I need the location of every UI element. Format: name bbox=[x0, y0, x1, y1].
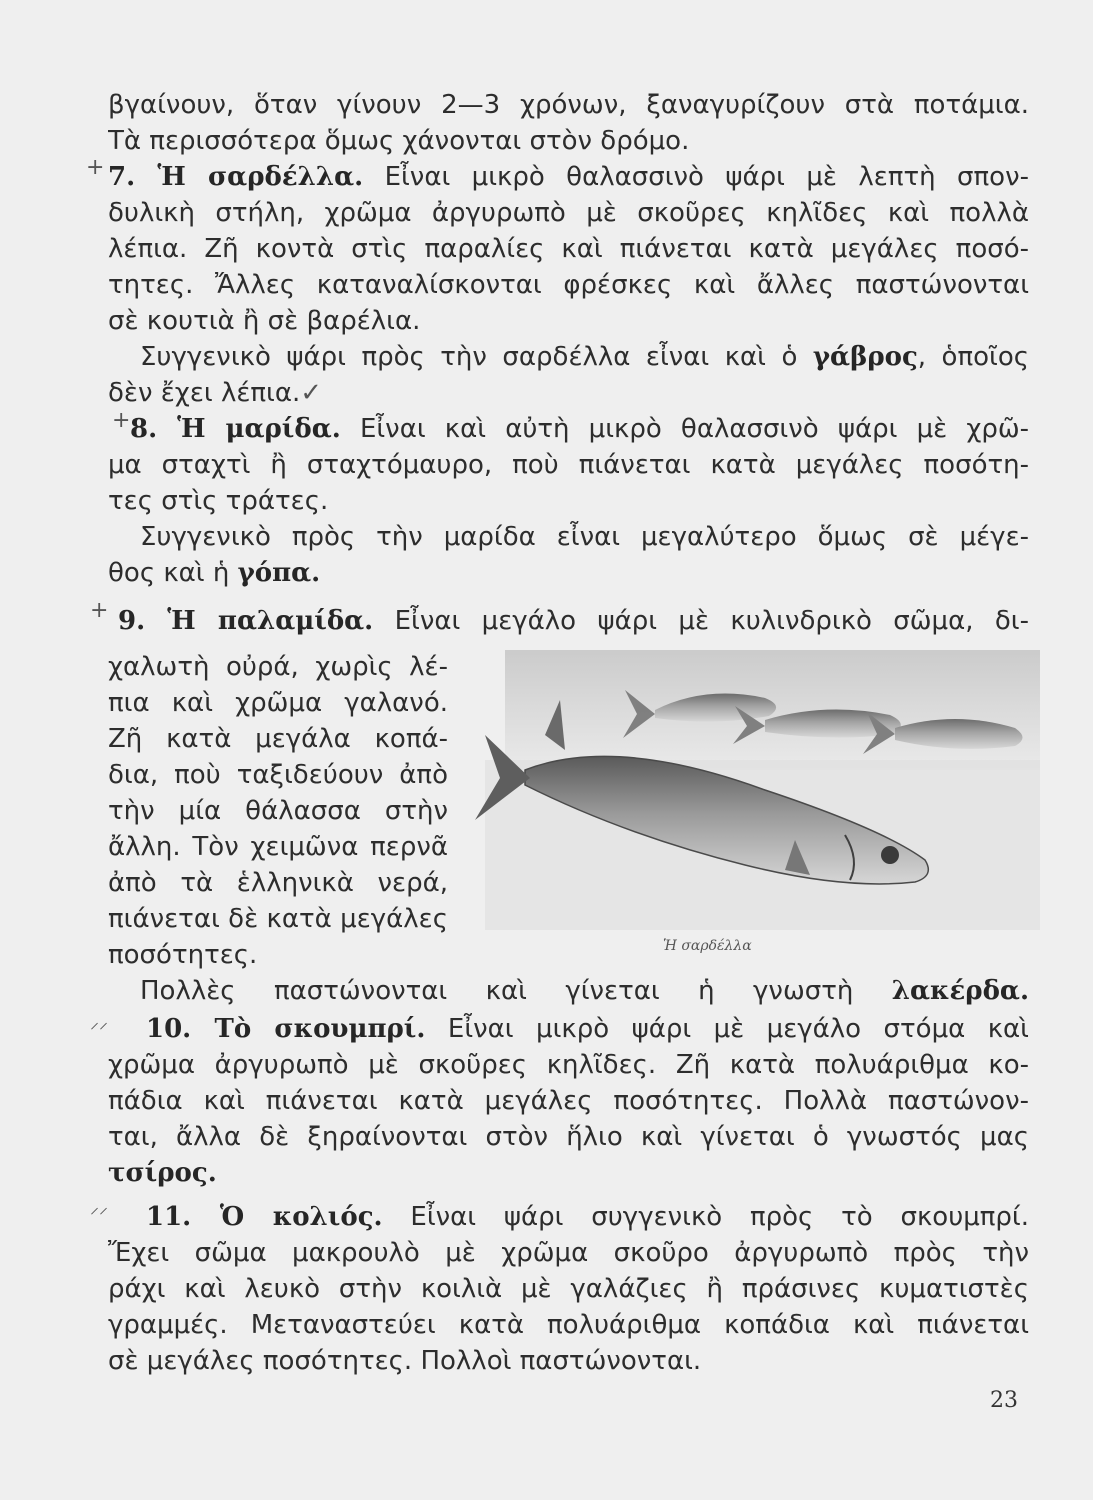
text-line: σὲ μεγάλες ποσότητες. Πολλοὶ παστώνονται. bbox=[108, 1346, 702, 1376]
text-line: Πολλὲς παστώνονται καὶ γίνεται ἡ γνωστὴ λακέρδα. bbox=[140, 976, 1029, 1006]
handwritten-mark-icon: + bbox=[86, 155, 105, 180]
section-11-line: 11. Ὁ κολιός. Εἶναι ψάρι συγγενικὸ πρὸς τὸ σκουμπρί. bbox=[146, 1202, 1029, 1232]
text-line: ἄλλη. Τὸν χειμῶνα περνᾶ bbox=[108, 832, 448, 862]
section-7-line: 7. Ἡ σαρδέλλα. Εἶναι μικρὸ θαλασσινὸ ψάρι μὲ λεπτὴ σπον- bbox=[108, 162, 1029, 192]
text-line: ράχι καὶ λευκὸ στὴν κοιλιὰ μὲ γαλάζιες ἢ πράσινες κυματιστὲς bbox=[108, 1274, 1029, 1304]
text-line: ἀπὸ τὰ ἑλληνικὰ νερά, bbox=[108, 868, 448, 898]
section-8-heading: 8. Ἡ μαρίδα. bbox=[130, 414, 341, 444]
section-8-line: 8. Ἡ μαρίδα. Εἶναι καὶ αὐτὴ μικρὸ θαλασσινὸ ψάρι μὲ χρῶ- bbox=[130, 414, 1029, 444]
text-line: Συγγενικὸ ψάρι πρὸς τὴν σαρδέλλα εἶναι καὶ ὁ γάβρος, ὁποῖος bbox=[140, 342, 1029, 372]
handwritten-mark-icon: ⸝⸝ bbox=[90, 1197, 108, 1218]
handwritten-mark-icon: ⸝⸝ bbox=[90, 1012, 108, 1033]
section-10-line: 10. Τὸ σκουμπρί. Εἶναι μικρὸ ψάρι μὲ μεγάλο στόμα καὶ bbox=[146, 1014, 1029, 1044]
text-line: μα σταχτὶ ἢ σταχτόμαυρο, ποὺ πιάνεται κατὰ μεγάλες ποσότη- bbox=[108, 450, 1029, 480]
text-line: σὲ κουτιὰ ἢ σὲ βαρέλια. bbox=[108, 306, 421, 336]
text-line: τητες. Ἄλλες καταναλίσκονται φρέσκες καὶ ἄλλες παστώνονται bbox=[108, 270, 1029, 300]
text-line: γραμμές. Μεταναστεύει κατὰ πολυάριθμα κοπάδια καὶ πιάνεται bbox=[108, 1310, 1029, 1340]
text-line: ται, ἄλλα δὲ ξηραίνονται στὸν ἥλιο καὶ γίνεται ὁ γνωστός μας bbox=[108, 1122, 1029, 1152]
text-line: Ἔχει σῶμα μακρουλὸ μὲ χρῶμα σκοῦρο ἀργυρωπὸ πρὸς τὴν bbox=[108, 1238, 1029, 1268]
text-line: Συγγενικὸ πρὸς τὴν μαρίδα εἶναι μεγαλύτερο ὅμως σὲ μέγε- bbox=[140, 522, 1029, 552]
text-line: τες στὶς τράτες. bbox=[108, 486, 329, 516]
fish-drawing-icon bbox=[465, 640, 1045, 945]
text-line: πια καὶ χρῶμα γαλανό. bbox=[108, 688, 448, 718]
text-line: χαλωτὴ οὐρά, χωρὶς λέ- bbox=[108, 652, 448, 682]
text-line: πιάνεται δὲ κατὰ μεγάλες bbox=[108, 904, 448, 934]
text-line: χρῶμα ἀργυρωπὸ μὲ σκοῦρες κηλῖδες. Ζῆ κατὰ πολυάριθμα κο- bbox=[108, 1050, 1029, 1080]
figure-caption: Ἡ σαρδέλλα bbox=[663, 938, 752, 954]
text-line: ποσότητες. bbox=[108, 940, 258, 970]
text-line: βγαίνουν, ὅταν γίνουν 2—3 χρόνων, ξαναγυρίζουν στὰ ποτάμια. bbox=[108, 90, 1029, 120]
page-number: 23 bbox=[990, 1388, 1018, 1413]
section-7-heading: 7. Ἡ σαρδέλλα. bbox=[108, 162, 364, 192]
text-line: πάδια καὶ πιάνεται κατὰ μεγάλες ποσότητες. Πολλὰ παστώνον- bbox=[108, 1086, 1029, 1116]
text-line: Ζῆ κατὰ μεγάλα κοπά- bbox=[108, 724, 448, 754]
check-mark-icon: ✓ bbox=[300, 378, 323, 408]
text-line: Τὰ περισσότερα ὅμως χάνονται στὸν δρόμο. bbox=[108, 126, 690, 156]
text-line: τσίρος. bbox=[108, 1158, 217, 1188]
section-9-line: 9. Ἡ παλαμίδα. Εἶναι μεγάλο ψάρι μὲ κυλινδρικὸ σῶμα, δι- bbox=[118, 606, 1029, 636]
text-line: τὴν μία θάλασσα στὴν bbox=[108, 796, 448, 826]
handwritten-mark-icon: + bbox=[112, 408, 131, 433]
text-line: θος καὶ ἡ γόπα. bbox=[108, 558, 321, 588]
section-11-heading: 11. Ὁ κολιός. bbox=[146, 1202, 383, 1232]
text-line: δυλικὴ στήλη, χρῶμα ἀργυρωπὸ μὲ σκοῦρες κηλῖδες καὶ πολλὰ bbox=[108, 198, 1029, 228]
section-9-heading: 9. Ἡ παλαμίδα. bbox=[118, 606, 374, 636]
text-line: δια, ποὺ ταξιδεύουν ἀπὸ bbox=[108, 760, 448, 790]
section-10-heading: 10. Τὸ σκουμπρί. bbox=[146, 1014, 426, 1044]
handwritten-mark-icon: + bbox=[90, 598, 109, 623]
text-line: λέπια. Ζῆ κοντὰ στὶς παραλίες καὶ πιάνεται κατὰ μεγάλες ποσό- bbox=[108, 234, 1029, 264]
sardine-illustration bbox=[465, 640, 1045, 945]
text-line: δὲν ἔχει λέπια.✓ bbox=[108, 378, 323, 408]
